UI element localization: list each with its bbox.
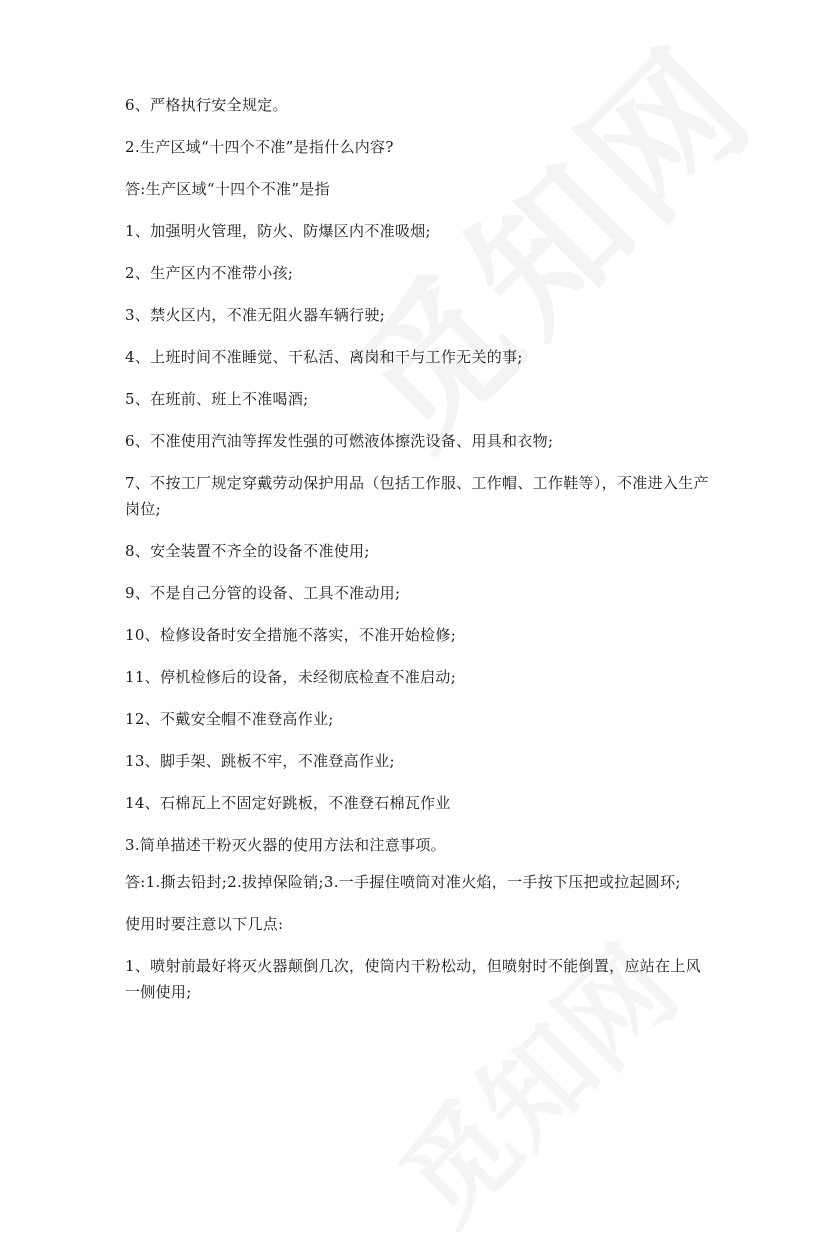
list-item: 6、不准使用汽油等挥发性强的可燃液体擦洗设备、用具和衣物;	[125, 432, 554, 450]
list-item: 4、上班时间不准睡觉、干私活、离岗和干与工作无关的事;	[125, 348, 523, 366]
list-item: 9、不是自己分管的设备、工具不准动用;	[125, 584, 401, 602]
list-item: 3、禁火区内，不准无阻火器车辆行驶;	[125, 306, 385, 324]
list-item: 10、检修设备时安全措施不落实，不准开始检修;	[125, 626, 457, 644]
question-heading: 3.简单描述干粉灭火器的使用方法和注意事项。	[125, 836, 446, 854]
list-item: 2、生产区内不准带小孩;	[125, 264, 294, 282]
answer-intro: 答:生产区域“十四个不准”是指	[125, 180, 330, 198]
document-body	[125, 92, 710, 1021]
list-item: 8、安全装置不齐全的设备不准使用;	[125, 542, 370, 560]
list-item: 13、脚手架、跳板不牢，不准登高作业;	[125, 752, 395, 770]
list-item: 1、加强明火管理，防火、防爆区内不准吸烟;	[125, 222, 431, 240]
paragraph: 6、严格执行安全规定。	[125, 96, 288, 114]
question-heading: 2.生产区域“十四个不准”是指什么内容?	[125, 138, 394, 156]
answer-steps: 答:1.撕去铅封;2.拔掉保险销;3.一手握住喷筒对准火焰，一手按下压把或拉起圆环;	[125, 873, 681, 891]
list-item: 11、停机检修后的设备，未经彻底检查不准启动;	[125, 668, 457, 686]
list-item: 5、在班前、班上不准喝酒;	[125, 390, 309, 408]
list-item: 1、喷射前最好将灭火器颠倒几次，使筒内干粉松动，但喷射时不能倒置，应站在上风一侧使用;	[125, 957, 701, 1001]
notes-heading: 使用时要注意以下几点:	[125, 915, 284, 933]
list-item: 7、不按工厂规定穿戴劳动保护用品（包括工作服、工作帽、工作鞋等），不准进入生产岗位;	[125, 474, 709, 518]
list-item: 14、石棉瓦上不固定好跳板，不准登石棉瓦作业	[125, 794, 451, 812]
list-item: 12、不戴安全帽不准登高作业;	[125, 710, 334, 728]
